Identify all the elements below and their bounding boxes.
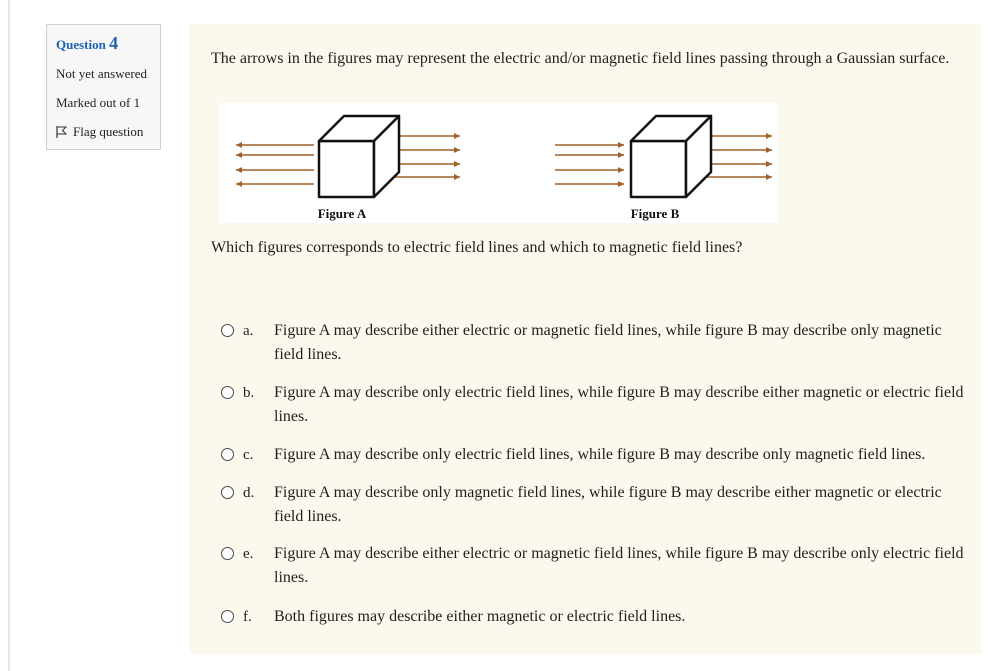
flag-question-label: Flag question	[73, 124, 144, 139]
figure-a-cube	[319, 116, 399, 197]
answer-status: Not yet answered	[56, 66, 147, 81]
question-info-panel	[46, 24, 161, 150]
radio-button-c[interactable]	[221, 448, 234, 461]
question-content	[189, 24, 981, 654]
radio-button-b[interactable]	[221, 386, 234, 399]
answer-letter: f.	[243, 609, 252, 625]
figure-b-left-arrows	[555, 145, 624, 184]
answer-text: Both figures may describe either magnetic or electric field lines.	[274, 608, 686, 625]
sub-question-text: Which figures corresponds to electric field lines and which to magnetic field lines?	[211, 239, 743, 256]
flag-icon	[56, 126, 67, 138]
answer-text: Figure A may describe only electric field lines, while figure B may describe only magnetic field lines.	[274, 446, 926, 463]
figure-b	[555, 116, 772, 221]
question-text: The arrows in the figures may represent the electric and/or magnetic field lines passing through a Gaussian surface.	[211, 50, 950, 67]
answer-text: Figure A may describe either electric or magnetic field lines, while figure B may describe only electric field lines.	[274, 545, 964, 586]
answer-text: Figure A may describe either electric or magnetic field lines, while figure B may describe only magnetic field lines.	[274, 322, 942, 363]
figure-b-cube	[631, 116, 711, 197]
question-number: 4	[109, 33, 119, 53]
figure-b-label: Figure B	[630, 206, 680, 221]
radio-button-d[interactable]	[221, 486, 234, 499]
radio-button-e[interactable]	[221, 547, 234, 560]
radio-button-a[interactable]	[221, 324, 234, 337]
figure-a-left-arrows	[236, 145, 314, 184]
radio-button-f[interactable]	[221, 610, 234, 623]
figure-drawing	[219, 103, 777, 223]
figure-a	[236, 116, 460, 221]
answer-text: Figure A may describe only magnetic field lines, while figure B may describe either magnetic or electric field lines.	[274, 484, 942, 525]
question-label: Question	[56, 37, 106, 52]
answer-letter: d.	[243, 485, 255, 501]
answer-letter: a.	[243, 323, 254, 339]
answer-letter: e.	[243, 546, 254, 562]
answer-letter: c.	[243, 447, 254, 463]
answer-letter: b.	[243, 385, 255, 401]
flag-question-link[interactable]	[56, 124, 143, 140]
question-marks: Marked out of 1	[56, 95, 141, 110]
answer-text: Figure A may describe only electric field lines, while figure B may describe either magnetic or electric field lines.	[274, 384, 964, 425]
left-border	[8, 0, 10, 671]
figure-a-label: Figure A	[317, 206, 367, 221]
question-number-heading	[56, 33, 118, 54]
gaussian-surface-figure	[219, 103, 777, 223]
